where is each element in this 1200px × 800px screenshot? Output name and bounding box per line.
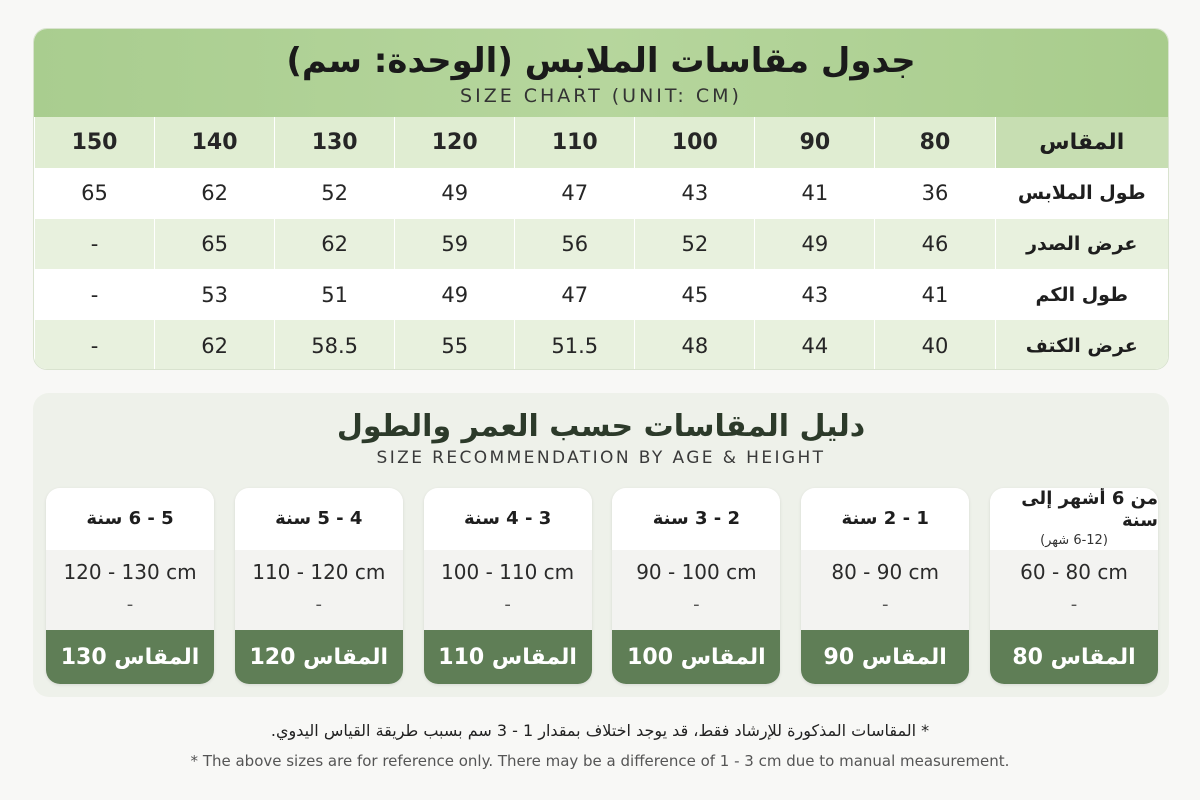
table-cell: 48 — [635, 320, 755, 370]
table-cell: 47 — [515, 269, 635, 320]
table-cell: 56 — [515, 219, 635, 270]
table-cell: 62 — [275, 219, 395, 270]
size-header-cell: 120 — [395, 117, 515, 168]
age-card — [424, 488, 592, 684]
age-note: (6-12 شهر) — [1040, 533, 1108, 548]
height-range: 90 - 100 cm — [612, 550, 780, 594]
age-card-header — [46, 488, 214, 550]
size-header-cell: 130 — [275, 117, 395, 168]
size-chart-subtitle: SIZE CHART (UNIT: CM) — [460, 85, 742, 107]
table-cell: 62 — [155, 168, 275, 219]
age-card — [612, 488, 780, 684]
table-cell: 43 — [635, 168, 755, 219]
table-cell: 47 — [515, 168, 635, 219]
size-chart-title: جدول مقاسات الملابس (الوحدة: سم) — [286, 41, 916, 81]
table-row — [35, 168, 1169, 219]
table-cell: 36 — [875, 168, 995, 219]
table-cell: 65 — [155, 219, 275, 270]
table-cell: 49 — [755, 219, 875, 270]
row-label: عرض الكتف — [995, 320, 1168, 370]
age-label: 2 - 3 سنة — [652, 508, 741, 529]
table-cell: - — [35, 269, 155, 320]
footnote-english: * The above sizes are for reference only. There may be a difference of 1 - 3 cm due to manual measurement. — [190, 752, 1010, 770]
row-label: طول الكم — [995, 269, 1168, 320]
recommended-size-badge: المقاس 110 — [424, 630, 592, 684]
recommended-size-badge: المقاس 130 — [46, 630, 214, 684]
height-range: 110 - 120 cm — [235, 550, 403, 594]
age-label: 4 - 5 سنة — [275, 508, 363, 529]
table-cell: - — [35, 219, 155, 270]
table-cell: 53 — [155, 269, 275, 320]
table-cell: 62 — [155, 320, 275, 370]
recommended-size-badge: المقاس 100 — [612, 630, 780, 684]
age-card-header — [424, 488, 592, 550]
table-cell: 52 — [275, 168, 395, 219]
table-cell: 40 — [875, 320, 995, 370]
size-header-cell: 100 — [635, 117, 755, 168]
table-cell: 65 — [35, 168, 155, 219]
table-cell: 46 — [875, 219, 995, 270]
size-chart-header — [34, 29, 1168, 117]
table-cell: 55 — [395, 320, 515, 370]
age-label: 3 - 4 سنة — [463, 508, 552, 529]
table-cell: 49 — [395, 269, 515, 320]
table-cell: 59 — [395, 219, 515, 270]
weight-range: - — [46, 594, 214, 630]
weight-range: - — [235, 594, 403, 630]
table-row — [35, 269, 1169, 320]
row-label: طول الملابس — [995, 168, 1168, 219]
height-range: 120 - 130 cm — [46, 550, 214, 594]
size-header-cell: 150 — [35, 117, 155, 168]
age-card-header — [235, 488, 403, 550]
table-cell: 45 — [635, 269, 755, 320]
height-range: 80 - 90 cm — [801, 550, 969, 594]
recommendation-title: دليل المقاسات حسب العمر والطول — [336, 409, 866, 444]
age-card-header — [990, 488, 1158, 550]
weight-range: - — [801, 594, 969, 630]
age-card-header — [801, 488, 969, 550]
age-label: 1 - 2 سنة — [841, 508, 929, 529]
table-cell: 58.5 — [275, 320, 395, 370]
table-row — [35, 219, 1169, 270]
table-cell: 51.5 — [515, 320, 635, 370]
size-table — [34, 117, 1168, 370]
age-card-header — [612, 488, 780, 550]
size-header-cell: 110 — [515, 117, 635, 168]
weight-range: - — [990, 594, 1158, 630]
age-card-list — [46, 488, 1158, 684]
recommendation-subtitle: SIZE RECOMMENDATION BY AGE & HEIGHT — [376, 448, 826, 468]
size-chart-card — [33, 28, 1169, 370]
size-header-cell: 90 — [755, 117, 875, 168]
table-cell: 49 — [395, 168, 515, 219]
weight-range: - — [612, 594, 780, 630]
age-label: من 6 أشهر إلى سنة — [1021, 488, 1158, 531]
table-row — [35, 320, 1169, 370]
size-header-cell: 80 — [875, 117, 995, 168]
height-range: 60 - 80 cm — [990, 550, 1158, 594]
weight-range: - — [424, 594, 592, 630]
age-card — [46, 488, 214, 684]
recommended-size-badge: المقاس 80 — [990, 630, 1158, 684]
table-cell: 52 — [635, 219, 755, 270]
size-recommendation-card — [33, 393, 1169, 697]
size-header-label: المقاس — [995, 117, 1168, 168]
table-cell: 51 — [275, 269, 395, 320]
row-label: عرض الصدر — [995, 219, 1168, 270]
size-header-row — [35, 117, 1169, 168]
size-header-cell: 140 — [155, 117, 275, 168]
footnote-arabic: * المقاسات المذكورة للإرشاد فقط، قد يوجد اختلاف بمقدار 1 - 3 سم بسبب طريقة القياس اليدوي. — [270, 721, 930, 740]
age-card — [990, 488, 1158, 684]
age-card — [801, 488, 969, 684]
recommended-size-badge: المقاس 90 — [801, 630, 969, 684]
table-cell: 44 — [755, 320, 875, 370]
recommended-size-badge: المقاس 120 — [235, 630, 403, 684]
table-cell: 43 — [755, 269, 875, 320]
table-cell: 41 — [875, 269, 995, 320]
age-card — [235, 488, 403, 684]
age-label: 5 - 6 سنة — [86, 508, 174, 529]
table-cell: - — [35, 320, 155, 370]
height-range: 100 - 110 cm — [424, 550, 592, 594]
table-cell: 41 — [755, 168, 875, 219]
